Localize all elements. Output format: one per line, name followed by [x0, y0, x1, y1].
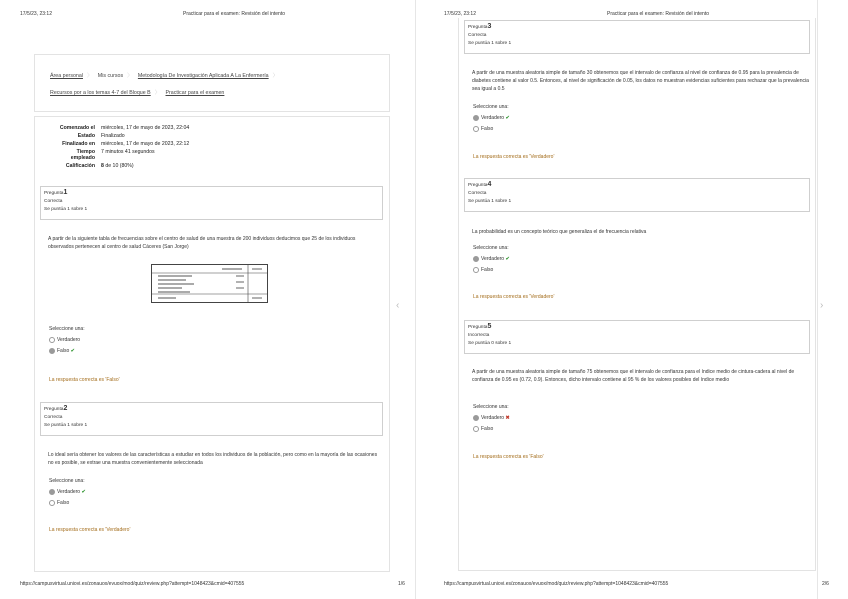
print-title: Practicar para el examen: Revisión del intento: [607, 11, 709, 17]
question-1-options: [49, 324, 85, 357]
question-4-options: [473, 243, 510, 276]
breadcrumb-course[interactable]: Metodología De Investigación Aplicada A La Enfermería: [137, 73, 269, 79]
time-label: Tiempo empleado: [70, 149, 95, 161]
chevron-right-icon[interactable]: ›: [820, 300, 824, 311]
check-icon: ✔: [70, 348, 75, 354]
time-value: 7 minutos 41 segundos: [101, 149, 155, 155]
question-5-text: A partir de una muestra aleatoria simple de tamaño 75 obtenemos que el intervalo de confianza para el índice medio de cintura-cadera al nivel de confianza de 0.95 es (0.72, 0.9). Entonces, dicho intervalo contiene al 95 % de los valores posibles del índice medio: [472, 369, 795, 383]
question-1-option-true[interactable]: Verdadero: [49, 335, 85, 346]
question-4-info: Pregunta4 Correcta Se puntúa 1 sobre 1: [464, 178, 810, 212]
question-2-option-false[interactable]: Falso: [49, 498, 86, 509]
grade-value: 8 de 10 (80%): [101, 163, 134, 169]
question-5-score: Se puntúa 0 sobre 1: [468, 341, 512, 346]
page-number: 1/6: [398, 581, 405, 587]
question-2-info: Pregunta2 Correcta Se puntúa 1 sobre 1: [40, 402, 383, 436]
question-3-options: [473, 102, 510, 135]
attempt-summary: [38, 125, 189, 171]
breadcrumb-panel: [34, 54, 390, 112]
question-3-status: Correcta: [468, 33, 487, 38]
question-5-select-label: Seleccione una:: [473, 404, 509, 410]
question-4-select-label: Seleccione una:: [473, 245, 509, 251]
started-label: Comenzado el: [59, 125, 95, 131]
radio-icon[interactable]: [49, 500, 55, 506]
question-5-number: 5: [487, 323, 492, 330]
question-3-number: 3: [487, 23, 492, 30]
question-1-select-label: Seleccione una:: [49, 326, 85, 332]
question-3-info: Pregunta3 Correcta Se puntúa 1 sobre 1: [464, 20, 810, 54]
question-2-select-label: Seleccione una:: [49, 478, 85, 484]
question-2-text: Lo ideal sería obtener los valores de las características a estudiar en todos los individuos de la población, pero como en la mayoría de las ocasiones no es posible, se extrae una muestra convenientemente seleccionada: [48, 452, 378, 466]
print-title: Practicar para el examen: Revisión del intento: [183, 11, 285, 17]
state-label: Estado: [77, 133, 95, 139]
question-5-options: [473, 402, 510, 435]
question-4-score: Se puntúa 1 sobre 1: [468, 199, 512, 204]
state-value: Finalizado: [101, 133, 125, 139]
print-page-2: [424, 0, 848, 599]
radio-checked-icon[interactable]: [49, 489, 55, 495]
question-4-text: La probabilidad es un concepto teórico que generaliza el de frecuencia relativa: [472, 229, 647, 235]
question-4-option-true[interactable]: Verdadero ✔: [473, 254, 510, 265]
radio-icon[interactable]: [473, 126, 479, 132]
radio-icon[interactable]: [473, 267, 479, 273]
check-icon: ✔: [505, 256, 510, 262]
page-number: 2/6: [822, 581, 829, 587]
question-5-option-false[interactable]: Falso: [473, 424, 510, 435]
review-panel: [34, 116, 390, 572]
finished-value: miércoles, 17 de mayo de 2023, 22:12: [101, 141, 190, 147]
breadcrumb-quiz[interactable]: Practicar para el examen: [165, 90, 225, 96]
question-1-text: A partir de la siguiente tabla de frecuencias sobre el centro de salud de una muestra de 200 individuos deducimos que 25 de los individuos observados pertenecen al centro de salud Cáceres (San Jorge): [48, 236, 356, 250]
radio-icon[interactable]: [49, 337, 55, 343]
question-1-option-false[interactable]: Falso ✔: [49, 346, 85, 357]
radio-checked-icon[interactable]: [473, 256, 479, 262]
question-1-right-answer: La respuesta correcta es 'Falso': [49, 377, 120, 383]
question-5-option-true[interactable]: Verdadero ✖: [473, 413, 510, 424]
print-datetime: 17/5/23, 23:12: [444, 11, 476, 17]
question-1-info: Pregunta1 Correcta Se puntúa 1 sobre 1: [40, 186, 383, 220]
question-5-right-answer: La respuesta correcta es 'Falso': [473, 454, 544, 460]
frequency-table-image: [151, 264, 268, 303]
page-scrollbar[interactable]: [415, 0, 416, 599]
question-4-status: Correcta: [468, 191, 487, 196]
check-icon: ✔: [81, 489, 86, 495]
breadcrumb-home[interactable]: Área personal: [50, 73, 83, 79]
radio-checked-icon[interactable]: [473, 115, 479, 121]
question-2-right-answer: La respuesta correcta es 'Verdadero': [49, 527, 131, 533]
question-1-score: Se puntúa 1 sobre 1: [44, 207, 88, 212]
question-2-option-true[interactable]: Verdadero ✔: [49, 487, 86, 498]
question-3-option-false[interactable]: Falso: [473, 124, 510, 135]
question-5-status: Incorrecta: [468, 333, 490, 338]
finished-label: Finalizado en: [62, 141, 95, 147]
grade-label: Calificación: [65, 163, 95, 169]
question-2-options: [49, 476, 86, 509]
question-4-option-false[interactable]: Falso: [473, 265, 510, 276]
question-1-number: 1: [63, 189, 68, 196]
question-4-right-answer: La respuesta correcta es 'Verdadero': [473, 294, 555, 300]
check-icon: ✔: [505, 115, 510, 121]
radio-checked-icon[interactable]: [49, 348, 55, 354]
question-4-number: 4: [487, 181, 492, 188]
page-scrollbar[interactable]: [817, 0, 818, 599]
question-1-status: Correcta: [44, 199, 63, 204]
radio-checked-icon[interactable]: [473, 415, 479, 421]
question-3-right-answer: La respuesta correcta es 'Verdadero': [473, 154, 555, 160]
breadcrumb: Área personal 〉 Mis cursos 〉 Metodología De Investigación Aplicada A La Enfermería 〉: [50, 73, 278, 79]
radio-icon[interactable]: [473, 426, 479, 432]
question-3-text: A partir de una muestra aleatoria simple de tamaño 30 obtenemos que el intervalo de confianza al nivel de confianza de 0.95 para la prevalencia de diabetes contiene al valor 0.5. Entonces, al nivel de significación de 0.05, los datos no muestran evidencias suficientes para rechazar que la prevalencia sea igual a 0.5: [472, 70, 809, 92]
breadcrumb-section[interactable]: Recursos por a los temas 4-7 del Bloque B: [50, 90, 151, 96]
question-5-info: Pregunta5 Incorrecta Se puntúa 0 sobre 1: [464, 320, 810, 354]
question-2-number: 2: [63, 405, 68, 412]
print-datetime: 17/5/23, 23:12: [20, 11, 52, 17]
breadcrumb-line2: Recursos por a los temas 4-7 del Bloque B 〉 Practicar para el examen: [50, 90, 225, 96]
breadcrumb-my-courses[interactable]: Mis cursos: [97, 73, 124, 79]
print-url: https://campusvirtual.uniovi.es/zonauox/evuox/mod/quiz/review.php?attempt=1048423&cmid=407555: [444, 581, 669, 587]
chevron-left-icon[interactable]: ‹: [396, 300, 400, 311]
question-3-select-label: Seleccione una:: [473, 104, 509, 110]
cross-icon: ✖: [505, 415, 510, 421]
question-2-score: Se puntúa 1 sobre 1: [44, 423, 88, 428]
question-3-option-true[interactable]: Verdadero ✔: [473, 113, 510, 124]
question-2-status: Correcta: [44, 415, 63, 420]
question-3-score: Se puntúa 1 sobre 1: [468, 41, 512, 46]
print-url: https://campusvirtual.uniovi.es/zonauox/evuox/mod/quiz/review.php?attempt=1048423&cmid=407555: [20, 581, 245, 587]
started-value: miércoles, 17 de mayo de 2023, 22:04: [101, 125, 190, 131]
